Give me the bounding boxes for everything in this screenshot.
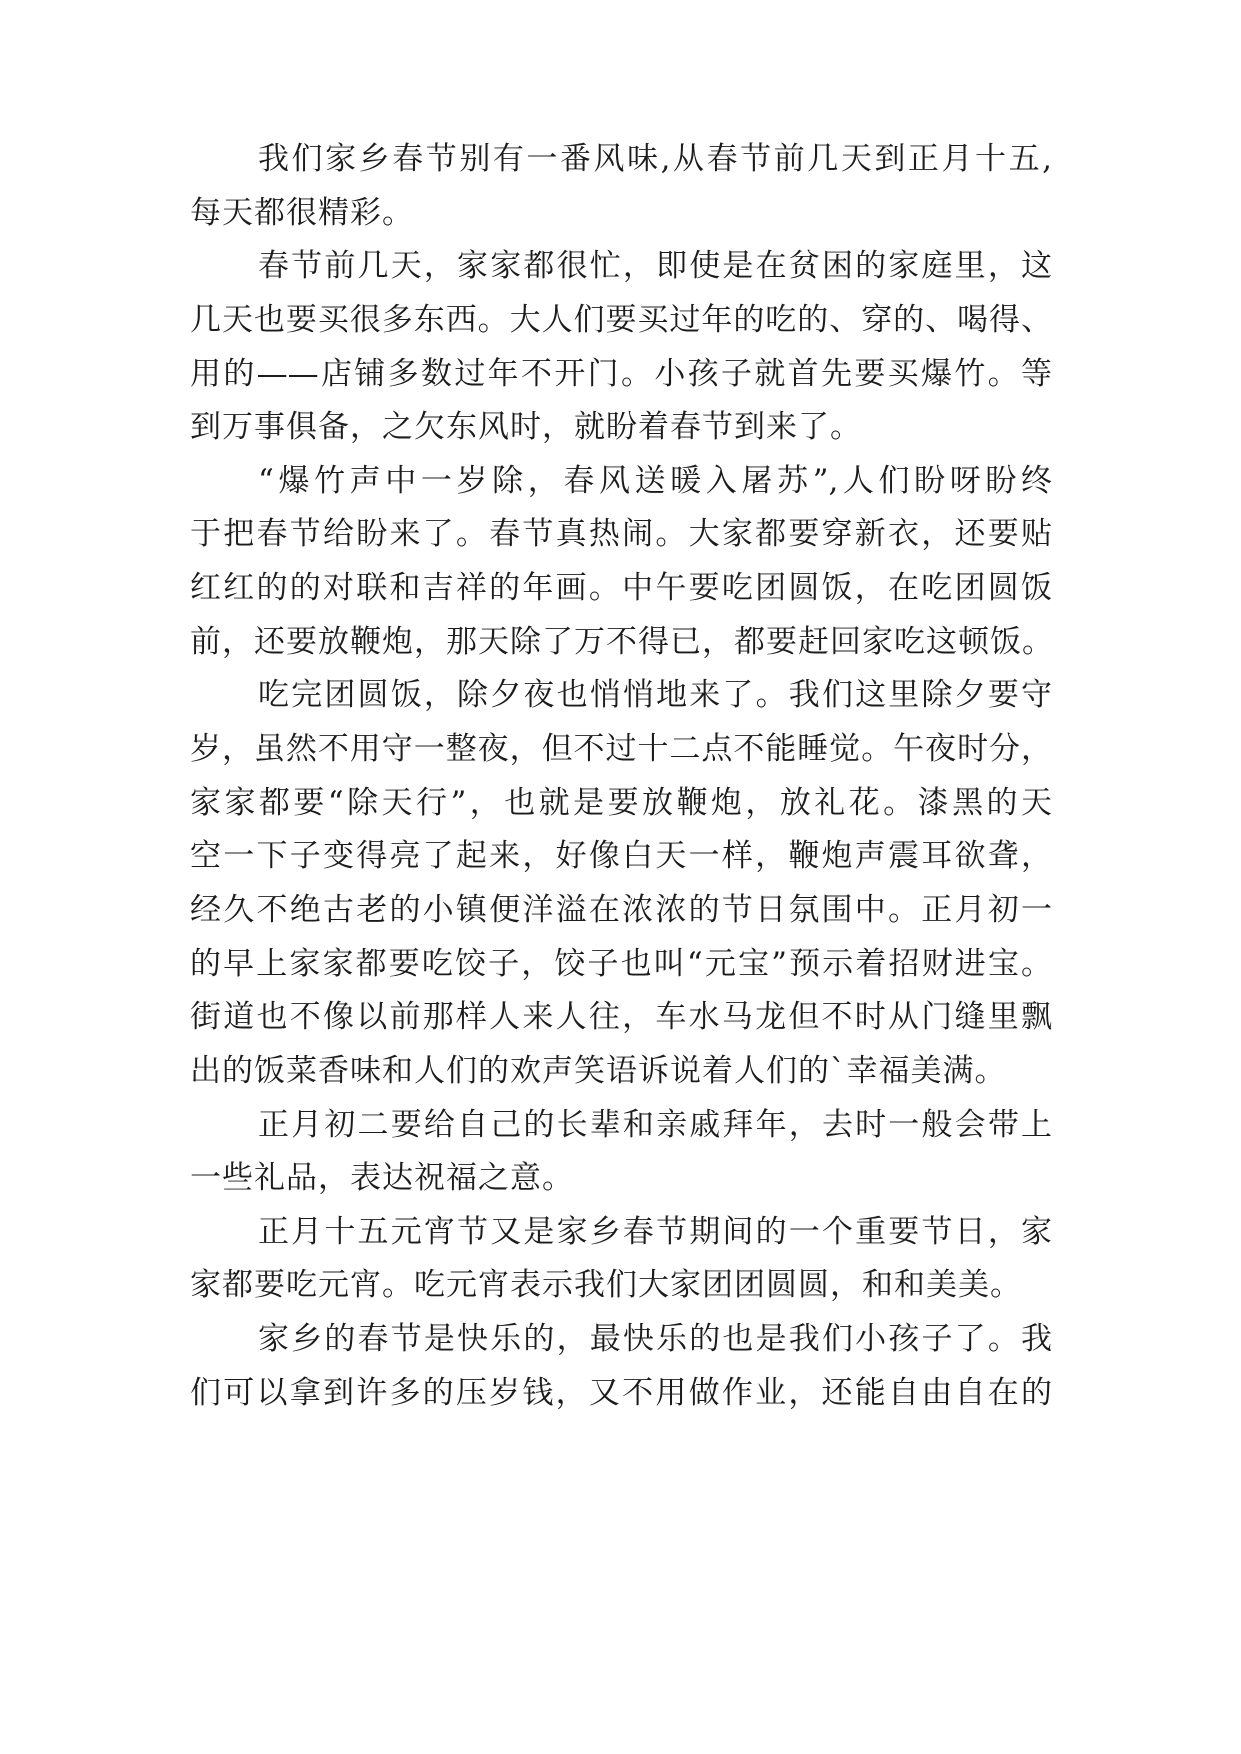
document-body bbox=[190, 133, 1052, 1420]
text-line: 红红的的对联和吉祥的年画。中午要吃团圆饭，在吃团圆饭 bbox=[190, 570, 1052, 607]
text-line: 空一下子变得亮了起来，好像白天一样，鞭炮声震耳欲聋， bbox=[190, 838, 1052, 875]
paragraph-5 bbox=[190, 1099, 1052, 1206]
paragraph-3 bbox=[190, 455, 1052, 670]
text-line: 前，还要放鞭炮，那天除了万不得已，都要赶回家吃这顿饭。 bbox=[190, 623, 1054, 660]
text-line: 正月十五元宵节又是家乡春节期间的一个重要节日，家 bbox=[258, 1213, 1052, 1250]
text-line: 于把春节给盼来了。春节真热闹。大家都要穿新衣，还要贴 bbox=[190, 516, 1052, 553]
text-line: 家乡的春节是快乐的，最快乐的也是我们小孩子了。我 bbox=[258, 1321, 1052, 1358]
text-line: 出的饭菜香味和人们的欢声笑语诉说着人们的`幸福美满。 bbox=[190, 1052, 1007, 1089]
text-line: 家都要吃元宵。吃元宵表示我们大家团团圆圆，和和美美。 bbox=[190, 1267, 1022, 1304]
text-line: 每天都很精彩。 bbox=[190, 194, 414, 231]
paragraph-7 bbox=[190, 1313, 1052, 1420]
paragraph-2 bbox=[190, 240, 1052, 455]
paragraph-6 bbox=[190, 1206, 1052, 1313]
text-line: 经久不绝古老的小镇便洋溢在浓浓的节日氛围中。正月初一 bbox=[190, 891, 1052, 928]
text-line: 的早上家家都要吃饺子，饺子也叫“元宝”预示着招财进宝。 bbox=[190, 945, 1052, 982]
text-line: 正月初二要给自己的长辈和亲戚拜年，去时一般会带上 bbox=[258, 1106, 1052, 1143]
text-line: 到万事俱备，之欠东风时，就盼着春节到来了。 bbox=[190, 409, 862, 446]
text-line: “爆竹声中一岁除，春风送暖入屠苏”,人们盼呀盼终 bbox=[258, 462, 1052, 499]
text-line: 春节前几天，家家都很忙，即使是在贫困的家庭里，这 bbox=[258, 248, 1052, 285]
paragraph-1 bbox=[190, 133, 1052, 240]
text-line: 我们家乡春节别有一番风味,从春节前几天到正月十五, bbox=[258, 141, 1052, 177]
text-line: 街道也不像以前那样人来人往，车水马龙但不时从门缝里飘 bbox=[190, 999, 1052, 1036]
text-line: 一些礼品，表达祝福之意。 bbox=[190, 1160, 574, 1197]
text-line: 几天也要买很多东西。大人们要买过年的吃的、穿的、喝得、 bbox=[190, 301, 1052, 338]
text-line: 用的——店铺多数过年不开门。小孩子就首先要买爆竹。等 bbox=[190, 355, 1052, 392]
text-line: 家家都要“除天行”，也就是要放鞭炮，放礼花。漆黑的天 bbox=[190, 784, 1052, 821]
paragraph-4 bbox=[190, 669, 1052, 1098]
text-line: 吃完团圆饭，除夕夜也悄悄地来了。我们这里除夕要守 bbox=[258, 677, 1052, 714]
text-line: 们可以拿到许多的压岁钱，又不用做作业，还能自由自在的 bbox=[190, 1374, 1052, 1411]
text-line: 岁，虽然不用守一整夜，但不过十二点不能睡觉。午夜时分， bbox=[190, 731, 1052, 768]
